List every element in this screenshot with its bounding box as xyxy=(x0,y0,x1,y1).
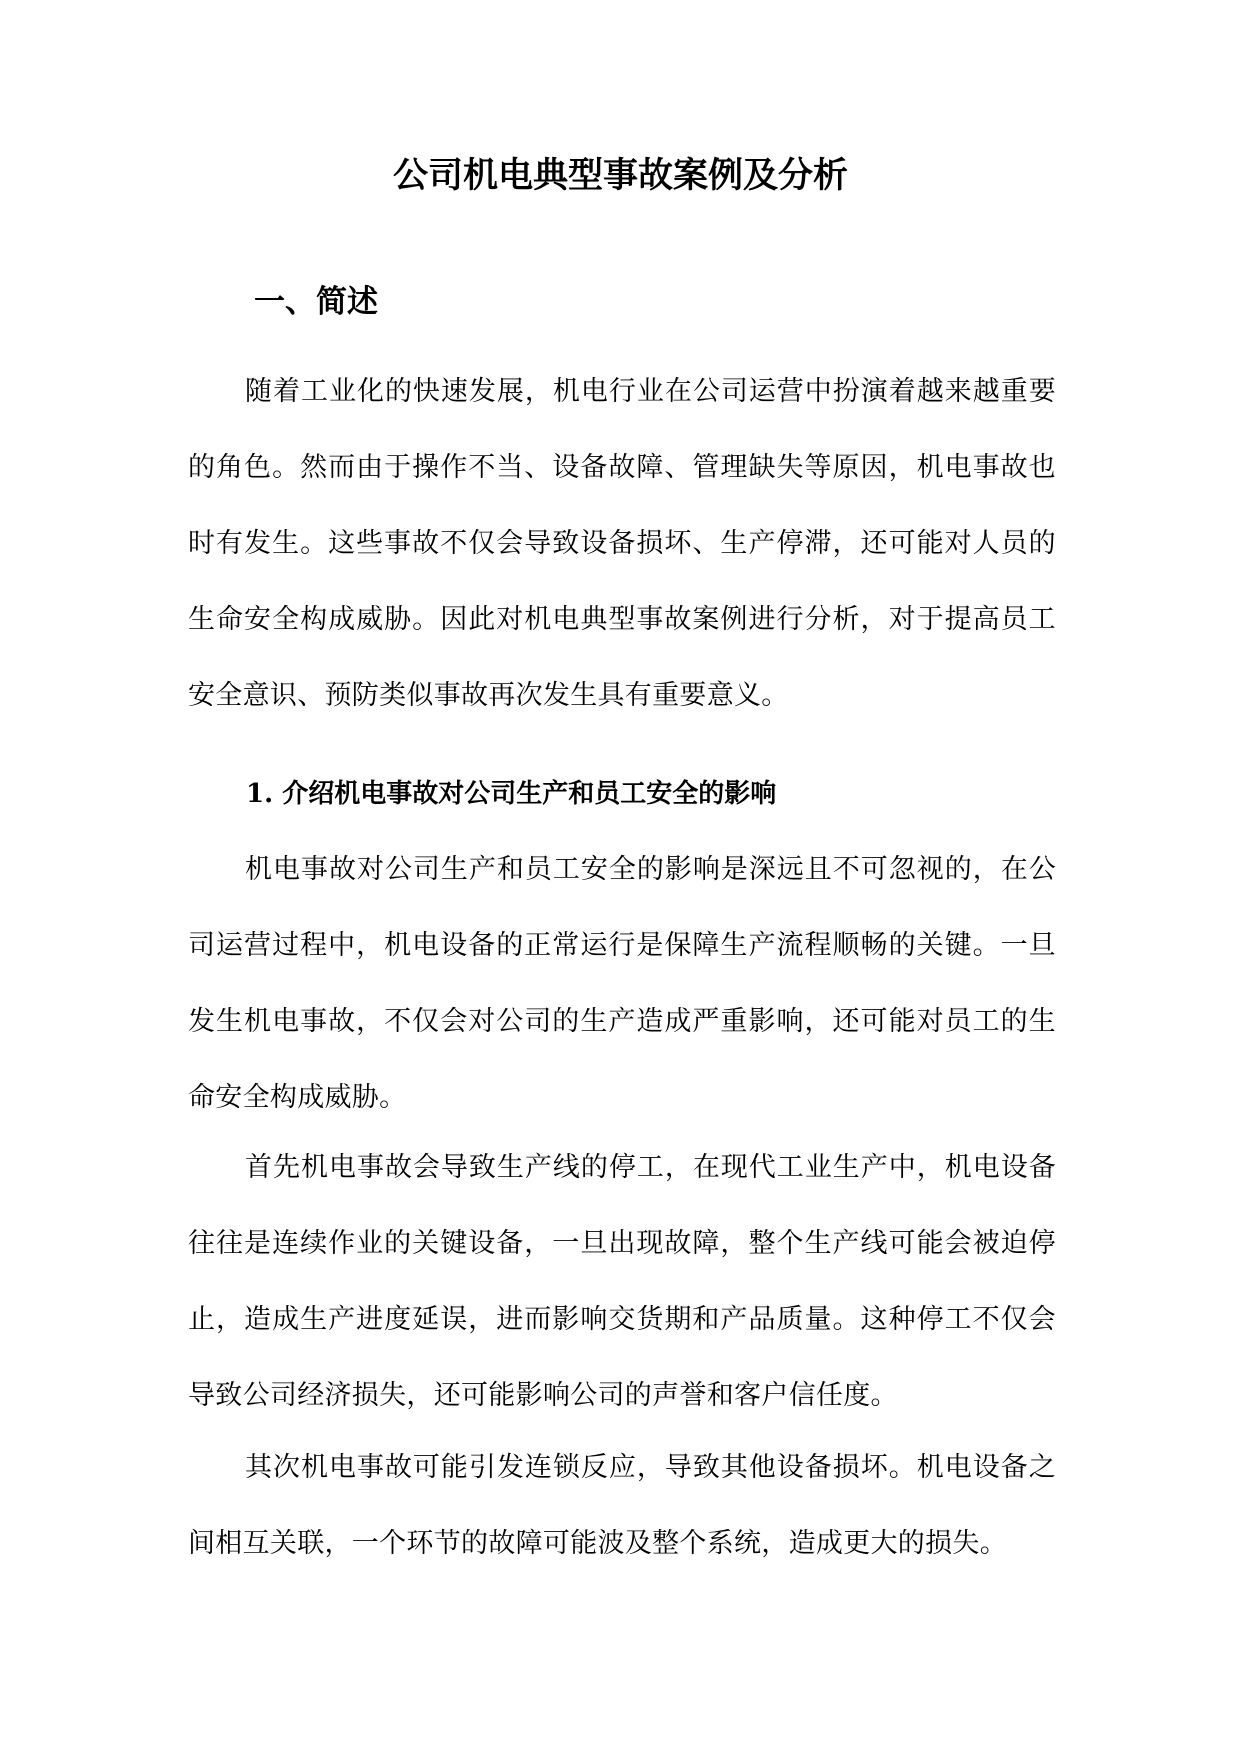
body-paragraph: 机电事故对公司生产和员工安全的影响是深远且不可忽视的，在公司运营过程中，机电设备的正常运行是保障生产流程顺畅的关键。一旦发生机电事故，不仅会对公司的生产造成严重影响，还可能对员工的生命安全构成威胁。 xyxy=(188,854,1056,1113)
intro-paragraph: 随着工业化的快速发展，机电行业在公司运营中扮演着越来越重要的角色。然而由于操作不当、设备故障、管理缺失等原因，机电事故也时有发生。这些事故不仅会导致设备损坏、生产停滞，还可能对人员的生命安全构成威胁。因此对机电典型事故案例进行分析，对于提高员工安全意识、预防类似事故再次发生具有重要意义。 xyxy=(188,376,1056,711)
subsection-heading: 1. 介绍机电事故对公司生产和员工安全的影响 xyxy=(246,779,777,809)
body-paragraph: 首先机电事故会导致生产线的停工，在现代工业生产中，机电设备往往是连续作业的关键设备，一旦出现故障，整个生产线可能会被迫停止，造成生产进度延误，进而影响交货期和产品质量。这种停工不仅会导致公司经济损失，还可能影响公司的声誉和客户信任度。 xyxy=(188,1152,1056,1411)
body-paragraph: 其次机电事故可能引发连锁反应，导致其他设备损坏。机电设备之间相互关联，一个环节的故障可能波及整个系统，造成更大的损失。 xyxy=(188,1452,1056,1559)
section-heading: 一、简述 xyxy=(254,284,378,320)
document-title: 公司机电典型事故案例及分析 xyxy=(392,155,848,196)
